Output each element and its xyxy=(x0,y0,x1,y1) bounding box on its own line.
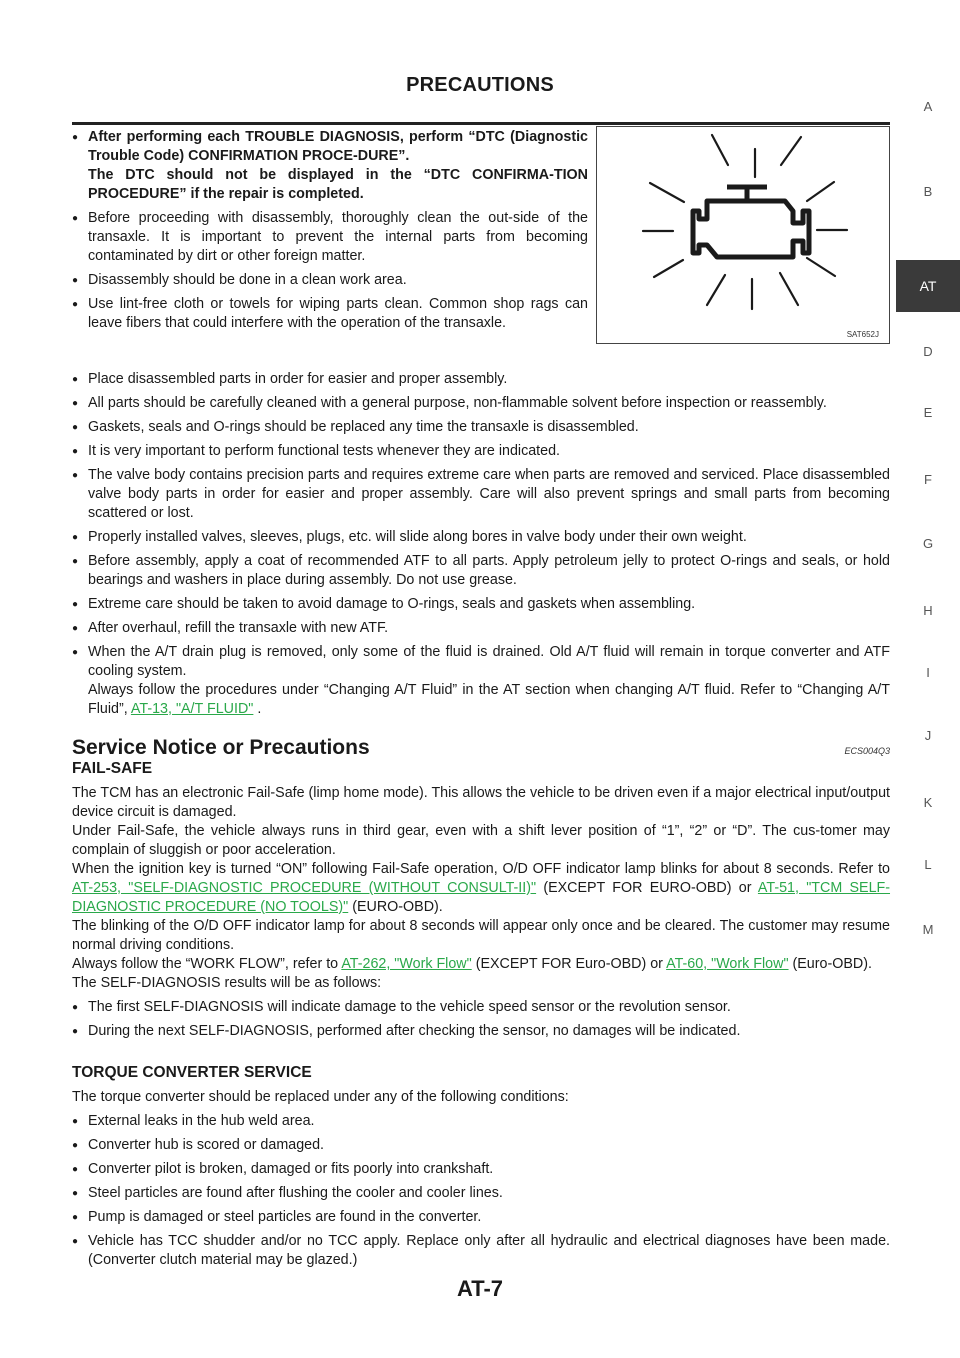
list-item: ● Before proceeding with disassembly, thoroughly clean the out-side of the transaxle. It is important to prevent the internal parts from becoming contaminated by dirt or other foreign matter. xyxy=(72,209,588,266)
torque-converter-heading: TORQUE CONVERTER SERVICE xyxy=(72,1064,312,1081)
list-item: ● Use lint-free cloth or towels for wiping parts clean. Common shop rags can leave fibers that could interfere with the operation of the transaxle. xyxy=(72,295,588,333)
list-item: ● When the A/T drain plug is removed, only some of the fluid is drained. Old A/T fluid will remain in torque converter and ATF cooling system. Always follow the procedures under “Changing A/T Fluid” in the AT section when changing A/T fluid. Refer to “Changing A/T Fluid”, AT-13, "A/T FLUID" . xyxy=(72,643,890,719)
engine-warning-figure xyxy=(596,126,890,344)
index-letter-l[interactable]: L xyxy=(924,857,932,872)
index-letter-e[interactable]: E xyxy=(923,405,933,420)
paragraph: Under Fail-Safe, the vehicle always runs in third gear, even with a shift lever position of “1”, “2” or “D”. The cus-tomer may complain of sluggish or poor acceleration. xyxy=(72,823,890,858)
list-item: ● Before assembly, apply a coat of recommended ATF to all parts. Apply petroleum jelly to protect O-rings and seals, or hold bearings and washers in place during assembly. Do not use grease. xyxy=(72,552,890,590)
list-item: ● Properly installed valves, sleeves, plugs, etc. will slide along bores in valve body under their own weight. xyxy=(72,528,890,547)
list-item: ● Place disassembled parts in order for easier and proper assembly. xyxy=(72,370,890,389)
list-item: ● Gaskets, seals and O-rings should be replaced any time the transaxle is disassembled. xyxy=(72,418,890,437)
index-letter-g[interactable]: G xyxy=(922,536,934,551)
page-number: AT-7 xyxy=(456,1276,504,1301)
index-letter-m[interactable]: M xyxy=(922,922,934,937)
failsafe-body xyxy=(72,784,890,1041)
index-letter-a[interactable]: A xyxy=(923,99,933,114)
paragraph: The TCM has an electronic Fail-Safe (limp home mode). This allows the vehicle to be driven even if a major electrical input/output device circuit is damaged. xyxy=(72,785,890,820)
link-at-13[interactable]: AT-13, "A/T FLUID" xyxy=(130,701,254,717)
figure-code: SAT652J xyxy=(846,330,879,339)
paragraph: The torque converter should be replaced under any of the following conditions: xyxy=(72,1089,569,1105)
section-heading: Service Notice or Precautions xyxy=(72,736,370,759)
section-code: ECS004Q3 xyxy=(844,746,890,756)
engine-check-lamp-icon xyxy=(597,127,889,343)
paragraph: The SELF-DIAGNOSIS results will be as follows: xyxy=(72,975,382,991)
torque-converter-body xyxy=(72,1088,890,1270)
list-item: ● After performing each TROUBLE DIAGNOSIS, perform “DTC (Diagnostic Trouble Code) CONFIRMATION PROCE-DURE”. The DTC should not be displayed in the “DTC CONFIRMA-TION PROCEDURE” if the repair is completed. xyxy=(72,128,588,204)
paragraph: Always follow the “WORK FLOW”, refer to AT-262, "Work Flow" (EXCEPT FOR Euro-OBD) or AT-60, "Work Flow" (Euro-OBD). xyxy=(72,956,872,972)
index-letter-f[interactable]: F xyxy=(924,472,932,487)
link-at-253[interactable]: AT-253, "SELF-DIAGNOSTIC PROCEDURE (WITHOUT CONSULT-II)" xyxy=(72,880,537,896)
index-letter-d[interactable]: D xyxy=(923,344,933,359)
list-item: ● Converter pilot is broken, damaged or fits poorly into crankshaft. xyxy=(72,1160,890,1179)
list-item: ● The valve body contains precision parts and requires extreme care when parts are removed and serviced. Place disassembled valve body parts in order for easier and proper assembly. Care will also prevent springs and small parts from becoming scattered or lost. xyxy=(72,466,890,523)
precautions-list xyxy=(72,370,890,719)
index-letter-b[interactable]: B xyxy=(923,184,933,199)
list-item: ● After overhaul, refill the transaxle with new ATF. xyxy=(72,619,890,638)
list-item: ● Converter hub is scored or damaged. xyxy=(72,1136,890,1155)
list-item: ● The first SELF-DIAGNOSIS will indicate damage to the vehicle speed sensor or the revolution sensor. xyxy=(72,998,890,1017)
index-letter-j[interactable]: J xyxy=(924,728,932,743)
paragraph: The blinking of the O/D OFF indicator lamp for about 8 seconds will appear only once and be cleared. The customer may resume normal driving conditions. xyxy=(72,918,890,953)
list-item: ● During the next SELF-DIAGNOSIS, performed after checking the sensor, no damages will be indicated. xyxy=(72,1022,890,1041)
index-letter-k[interactable]: K xyxy=(923,795,933,810)
index-tab-active[interactable]: AT xyxy=(896,260,960,312)
list-item: ● External leaks in the hub weld area. xyxy=(72,1112,890,1131)
index-letter-h[interactable]: H xyxy=(923,603,933,618)
link-at-262[interactable]: AT-262, "Work Flow" xyxy=(341,956,472,972)
list-item: ● It is very important to perform functional tests whenever they are indicated. xyxy=(72,442,890,461)
list-item: ● All parts should be carefully cleaned with a general purpose, non-flammable solvent before inspection or reassembly. xyxy=(72,394,890,413)
failsafe-heading: FAIL-SAFE xyxy=(72,760,153,777)
list-item: ● Disassembly should be done in a clean work area. xyxy=(72,271,588,290)
page-title: PRECAUTIONS xyxy=(406,74,554,96)
list-item: ● Pump is damaged or steel particles are found in the converter. xyxy=(72,1208,890,1227)
precautions-list-top xyxy=(72,128,588,333)
link-at-51[interactable]: AT-51, "TCM SELF-DIAGNOSTIC PROCEDURE (NO TOOLS)" xyxy=(72,880,891,915)
link-at-60[interactable]: AT-60, "Work Flow" xyxy=(666,956,789,972)
header-rule xyxy=(72,122,890,125)
list-item: ● Vehicle has TCC shudder and/or no TCC apply. Replace only after all hydraulic and electrical diagnoses have been made. (Converter clutch material may be glazed.) xyxy=(72,1232,890,1270)
paragraph: When the ignition key is turned “ON” following Fail-Safe operation, O/D OFF indicator lamp blinks for about 8 seconds. Refer to AT-253, "SELF-DIAGNOSTIC PROCEDURE (WITHOUT CONSULT-II)" (EXCEPT FOR EURO-OBD) or AT-51, "TCM SELF-DIAGNOSTIC PROCEDURE (NO TOOLS)" (EURO-OBD). xyxy=(72,861,891,915)
list-item: ● Extreme care should be taken to avoid damage to O-rings, seals and gaskets when assembling. xyxy=(72,595,890,614)
index-letter-i[interactable]: I xyxy=(926,665,930,680)
list-item: ● Steel particles are found after flushing the cooler and cooler lines. xyxy=(72,1184,890,1203)
